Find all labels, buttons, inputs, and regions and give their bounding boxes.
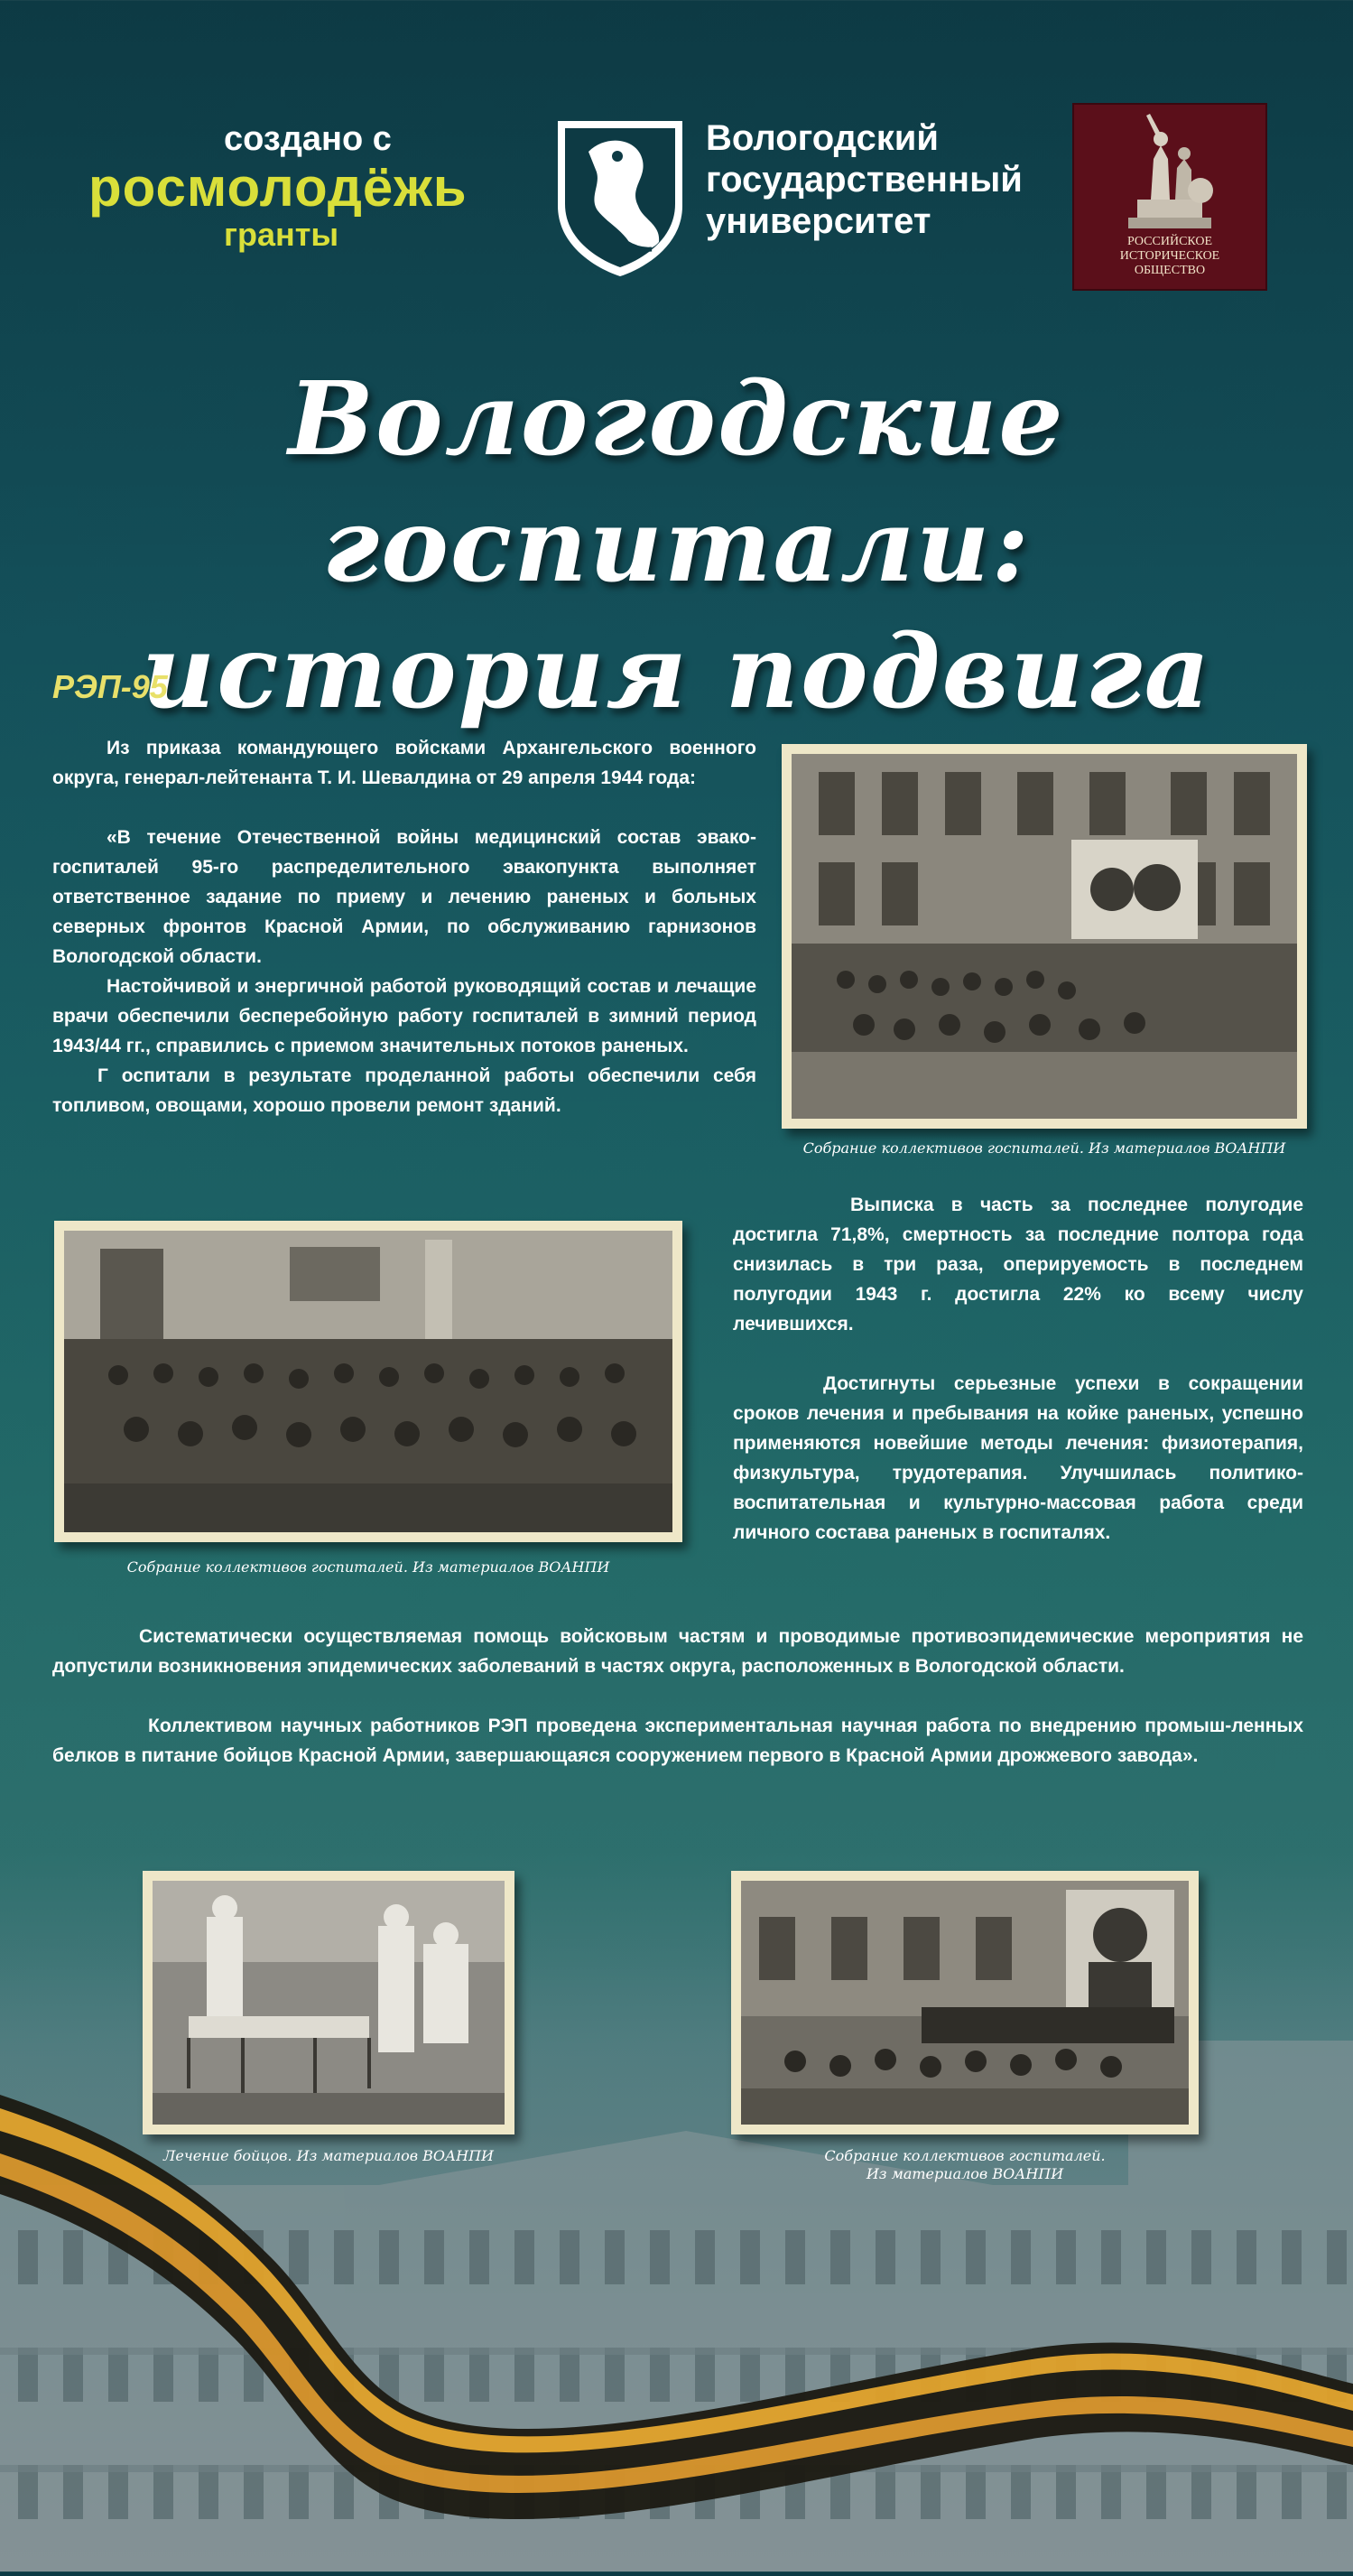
photo-caption: Собрание коллективов госпиталей. Из материалов ВОАНПИ bbox=[126, 1558, 610, 1576]
wide-paragraph: Систематически осуществляемая помощь войсковым частям и проводимые противоэпидемические мероприятия не допустили возникновения эпидемических заболеваний в частях округа, расположенных в Вологодской области. bbox=[52, 1626, 1303, 1677]
building-window bbox=[921, 2465, 941, 2519]
photo-hospital-meeting-1 bbox=[782, 744, 1307, 1129]
building-window bbox=[740, 2348, 760, 2402]
sponsor-line3: гранты bbox=[224, 216, 339, 253]
building-window bbox=[1056, 2230, 1076, 2284]
building-window bbox=[695, 2230, 715, 2284]
building-window bbox=[1282, 2465, 1302, 2519]
building-window bbox=[830, 2230, 850, 2284]
photo-hospital-meeting-3 bbox=[731, 1871, 1199, 2134]
university-name-line: государственный bbox=[706, 160, 1023, 200]
building-window bbox=[1056, 2465, 1076, 2519]
section-title: РЭП-95 bbox=[52, 668, 168, 705]
photo-caption-block bbox=[731, 2147, 1199, 2183]
university-emblem-icon bbox=[552, 116, 688, 278]
building-window bbox=[1101, 2230, 1121, 2284]
wide-paragraph: Коллективом научных работников РЭП проведена экспериментальная научная работа по внедрению промыш-ленных белков в питание бойцов Красной Армии, завершающаяся сооружением первого в Красной Армии дрожжевого завода». bbox=[52, 1716, 1303, 1766]
building-window bbox=[605, 2230, 625, 2284]
building-window bbox=[1101, 2465, 1121, 2519]
building-window bbox=[379, 2230, 399, 2284]
photo-caption: Лечение бойцов. Из материалов ВОАНПИ bbox=[163, 2147, 494, 2164]
building-window bbox=[1011, 2230, 1031, 2284]
university-name-line: Вологодский bbox=[706, 118, 939, 158]
university-name-line: университет bbox=[706, 201, 931, 241]
building-window bbox=[289, 2465, 309, 2519]
building-window bbox=[514, 2230, 534, 2284]
left-text-block bbox=[52, 733, 756, 1121]
building-window bbox=[1327, 2465, 1347, 2519]
monument-icon bbox=[1074, 105, 1265, 231]
building-window bbox=[289, 2230, 309, 2284]
building-window bbox=[199, 2348, 218, 2402]
building-window bbox=[153, 2348, 173, 2402]
building-window bbox=[1327, 2230, 1347, 2284]
sponsor-brand: росмолодёжь bbox=[88, 157, 468, 218]
building-window bbox=[740, 2230, 760, 2284]
building-window bbox=[1146, 2465, 1166, 2519]
building-window bbox=[63, 2230, 83, 2284]
building-window bbox=[514, 2348, 534, 2402]
building-window bbox=[921, 2230, 941, 2284]
sponsor-line1: создано с bbox=[224, 120, 392, 158]
building-window bbox=[424, 2230, 444, 2284]
page-title bbox=[0, 357, 1353, 736]
building-window bbox=[469, 2230, 489, 2284]
society-name-line: ИСТОРИЧЕСКОЕ bbox=[1119, 249, 1220, 263]
building-window bbox=[153, 2465, 173, 2519]
building-window bbox=[469, 2348, 489, 2402]
building-window bbox=[18, 2348, 38, 2402]
wide-text-block bbox=[52, 1622, 1303, 1771]
intro-paragraph: Из приказа командующего войсками Архангельского военного округа, генерал-лейтенанта Т. И. Шевалдина от 29 апреля 1944 года: bbox=[52, 738, 756, 788]
building-window bbox=[876, 2465, 895, 2519]
building-window bbox=[1146, 2230, 1166, 2284]
building-window bbox=[108, 2465, 128, 2519]
building-window bbox=[18, 2465, 38, 2519]
building-window bbox=[199, 2465, 218, 2519]
building-window bbox=[108, 2348, 128, 2402]
photo-caption-line: Собрание коллективов госпиталей. bbox=[824, 2147, 1106, 2164]
society-name-line: РОССИЙСКОЕ bbox=[1126, 235, 1213, 248]
building-window bbox=[244, 2465, 264, 2519]
building-window bbox=[63, 2348, 83, 2402]
photo-hospital-meeting-2 bbox=[54, 1221, 682, 1542]
building-window bbox=[560, 2230, 579, 2284]
building-window bbox=[63, 2465, 83, 2519]
building-window bbox=[18, 2230, 38, 2284]
building-window bbox=[424, 2348, 444, 2402]
building-window bbox=[1237, 2465, 1256, 2519]
building-window bbox=[1011, 2465, 1031, 2519]
building-window bbox=[1282, 2230, 1302, 2284]
quote-paragraph: Настойчивой и энергичной работой руководящий состав и лечащие врачи обеспечили бесперебойную работу госпиталей в зимний период 1943/44 гг., справились с приемом значительных потоков раненых. bbox=[52, 976, 756, 1056]
historical-society-logo bbox=[1072, 103, 1267, 291]
building-window bbox=[650, 2348, 670, 2402]
photo-caption-line: Из материалов ВОАНПИ bbox=[866, 2165, 1064, 2182]
rosmolodezh-logo bbox=[88, 119, 486, 253]
building-window bbox=[605, 2348, 625, 2402]
building-window bbox=[1191, 2230, 1211, 2284]
photo-treatment bbox=[143, 1871, 514, 2134]
title-line: Вологодские госпитали: bbox=[288, 360, 1065, 605]
society-name-line: ОБЩЕСТВО bbox=[1134, 264, 1206, 277]
building-window bbox=[1237, 2230, 1256, 2284]
quote-paragraph: Г оспитали в результате проделанной работы обеспечили себя топливом, овощами, хорошо провели ремонт зданий. bbox=[52, 1065, 756, 1116]
quote-paragraph: «В течение Отечественной войны медицинский состав эвако-госпиталей 95-го распределительного эвакопункта выполняет ответственное задание по приему и лечению раненых и больных северных фронтов Красной Армии, по обслуживанию гарнизонов Вологодской области. bbox=[52, 827, 756, 967]
university-name bbox=[706, 117, 1023, 242]
building-window bbox=[650, 2230, 670, 2284]
building-window bbox=[876, 2230, 895, 2284]
stats-paragraph: Выписка в часть за последнее полугодие достигла 71,8%, смертность за последние полтора года снизилась в три раза, оперируемость в последнем полугодии 1943 г. достигла 22% ко всему числу лечившихся. bbox=[733, 1195, 1303, 1334]
building-window bbox=[695, 2348, 715, 2402]
building-window bbox=[560, 2348, 579, 2402]
building-window bbox=[966, 2230, 986, 2284]
building-window bbox=[1191, 2465, 1211, 2519]
photo-caption: Собрание коллективов госпиталей. Из материалов ВОАНПИ bbox=[802, 1139, 1286, 1157]
building-window bbox=[334, 2230, 354, 2284]
building-window bbox=[785, 2230, 805, 2284]
title-line: история подвига bbox=[141, 613, 1212, 731]
results-paragraph: Достигнуты серьезные успехи в сокращении сроков лечения и пребывания на койке раненых, успешно применяются новейшие методы лечения: физиотерапия, физкультура, трудотерапия. Улучшилась политико-воспитательная и культурно-массовая работа среди личного состава раненых в госпиталях. bbox=[733, 1373, 1303, 1543]
building-window bbox=[966, 2465, 986, 2519]
right-text-block bbox=[733, 1190, 1303, 1548]
